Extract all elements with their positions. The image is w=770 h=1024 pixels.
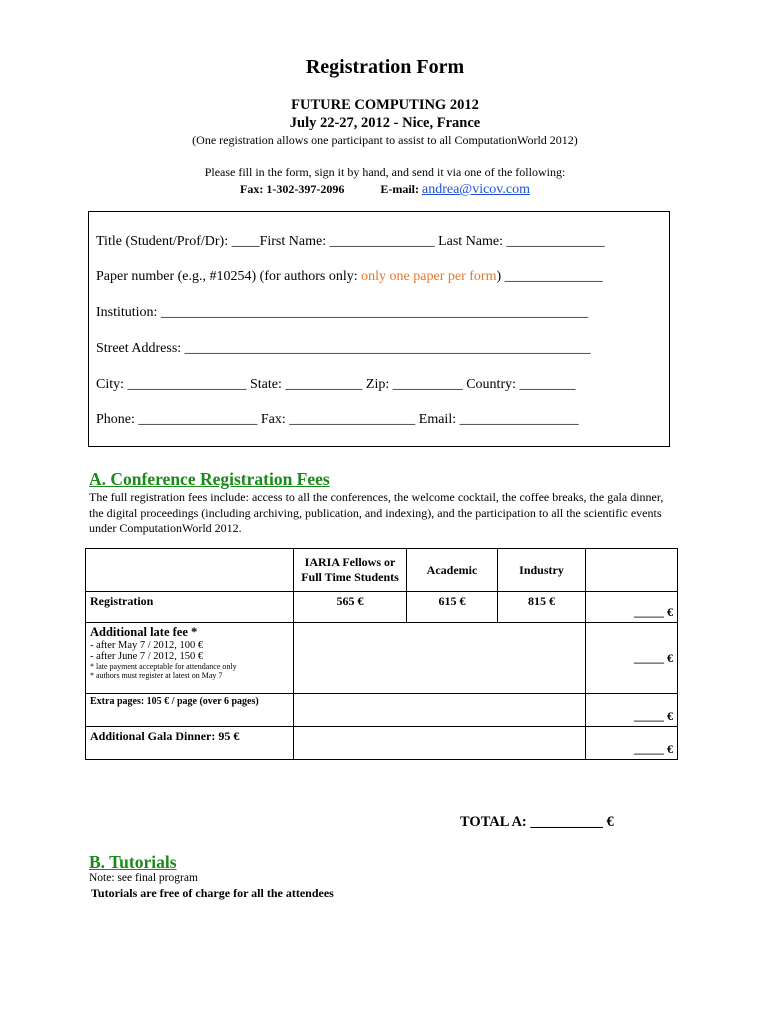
paper-number-blank: ) ______________ [496,269,603,284]
col-industry: Industry [498,549,586,592]
registration-row [86,592,678,623]
late-fee-cell [86,623,294,694]
name-line[interactable]: Title (Student/Prof/Dr): ____First Name: _______________ Last Name: ______________ [96,234,605,249]
gala-dinner-amount[interactable]: _____ € [586,727,678,760]
paper-number-label: Paper number (e.g., #10254) (for authors only: [96,269,362,284]
instructions: Please fill in the form, sign it by hand, and send it via one of the following: [204,165,566,179]
late-fee-row [86,623,678,694]
section-a-heading: A. Conference Registration Fees [89,469,330,489]
page-title: Registration Form [305,56,465,78]
paper-number-line[interactable] [96,269,603,285]
registration-industry-fee: 815 € [498,592,586,623]
late-fee-may: - after May 7 / 2012, 100 € [90,640,204,651]
city-state-zip-line[interactable]: City: _________________ State: ___________ Zip: __________ Country: ________ [96,377,576,392]
late-fee-empty [294,623,586,694]
paper-note-highlight: only one paper per form [361,269,497,284]
conference-dates: July 22-27, 2012 - Nice, France [289,115,481,131]
extra-pages-row [86,694,678,727]
contact-line [0,182,770,198]
fees-table [85,548,678,760]
registration-note: (One registration allows one participant to assist to all ComputationWorld 2012) [192,133,578,147]
extra-pages-label: Extra pages: 105 € / page (over 6 pages) [86,694,294,727]
late-fee-note-2: * authors must register at latest on May 7 [90,671,223,680]
late-fee-note-1: * late payment acceptable for attendance only [90,662,237,671]
registration-amount[interactable]: _____ € [586,592,678,623]
gala-dinner-empty [294,727,586,760]
header-empty-cell [86,549,294,592]
tutorials-free-text: Tutorials are free of charge for all the attendees [91,886,334,900]
phone-fax-email-line[interactable]: Phone: _________________ Fax: __________________ Email: _________________ [96,412,579,427]
gala-dinner-label: Additional Gala Dinner: 95 € [86,727,294,760]
conference-name: FUTURE COMPUTING 2012 [291,97,479,113]
participant-info-box [88,211,670,447]
section-b-heading: B. Tutorials [89,852,177,872]
registration-label: Registration [86,592,294,623]
late-fee-label: Additional late fee * [90,625,198,639]
extra-pages-empty [294,694,586,727]
email-link[interactable]: andrea@vicov.com [422,182,530,197]
registration-academic-fee: 615 € [407,592,498,623]
extra-pages-amount[interactable]: _____ € [586,694,678,727]
late-fee-june: - after June 7 / 2012, 150 € [90,651,204,662]
header-amount-cell [586,549,678,592]
table-header-row [86,549,678,592]
institution-line[interactable]: Institution: _____________________________________________________________ [96,305,588,320]
late-fee-amount[interactable]: _____ € [586,623,678,694]
registration-fellows-fee: 565 € [294,592,407,623]
email-label: E-mail: [380,182,419,196]
col-academic: Academic [407,549,498,592]
col-fellows: IARIA Fellows or Full Time Students [294,549,407,592]
gala-dinner-row [86,727,678,760]
fax-number: Fax: 1-302-397-2096 [240,182,345,196]
section-a-description: The full registration fees include: access to all the conferences, the welcome cocktail, the coffee breaks, the gala dinner, the digital proceedings (including archiving, publication, and indexing), and the participation to all the scientific events under ComputationWorld 2012. [89,490,664,535]
street-address-line[interactable]: Street Address: __________________________________________________________ [96,341,591,356]
total-a[interactable]: TOTAL A: __________ € [460,814,614,830]
tutorials-note: Note: see final program [89,872,198,884]
